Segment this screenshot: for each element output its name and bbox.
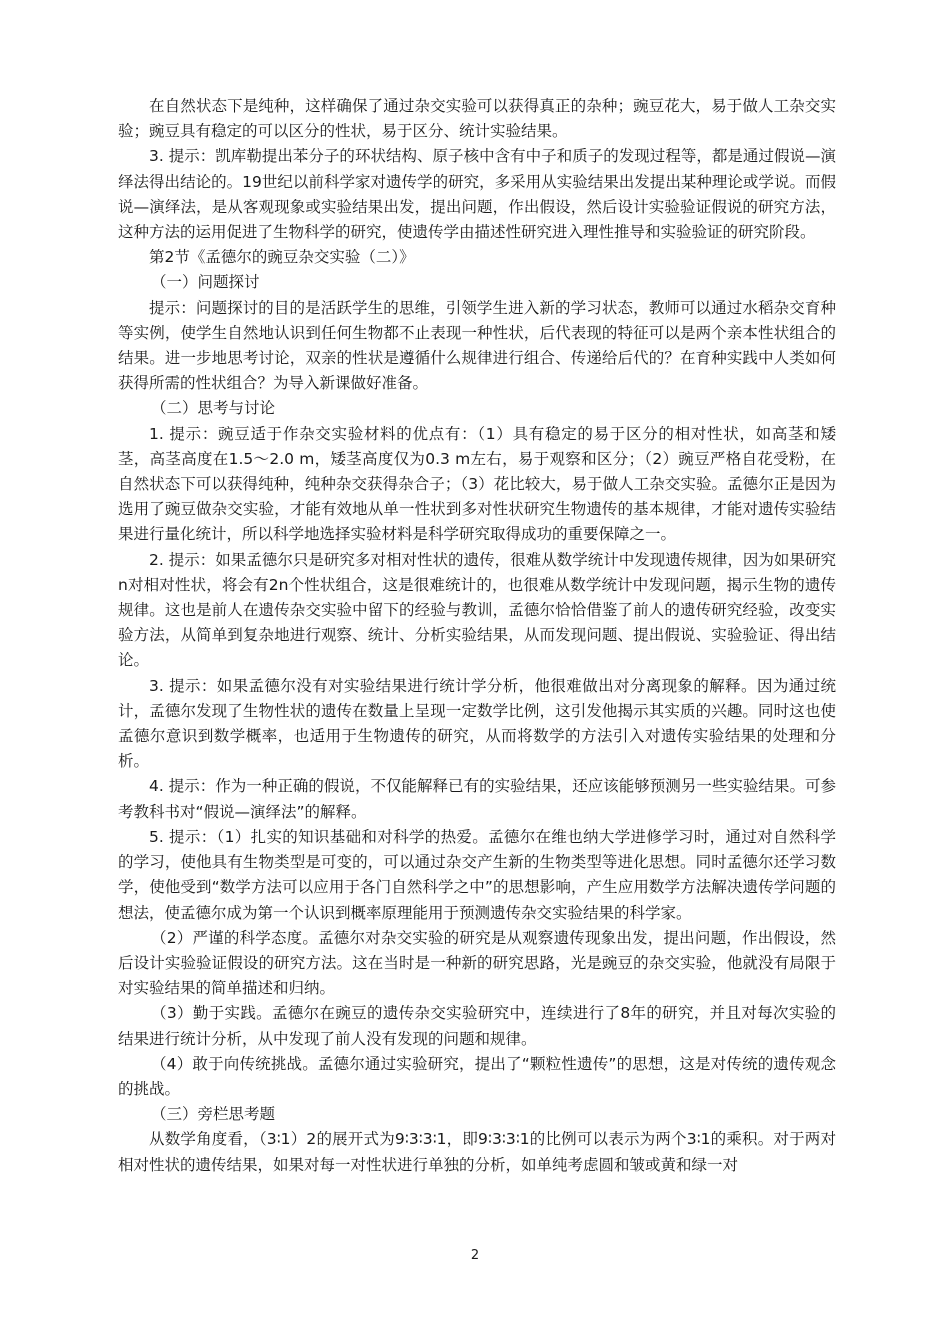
paragraph-hint-5: 5. 提示：（1）扎实的知识基础和对科学的热爱。孟德尔在维也纳大学进修学习时，通过对自然科学的学习，使他具有生物类型是可变的，可以通过杂交产生新的生物类型等进化思想。同时孟德尔还学习数学，使他受到“数学方法可以应用于各门自然科学之中”的思想影响，产生应用数学方法解决遗传学问题的想法，使孟德尔成为第一个认识到概率原理能用于预测遗传杂交实验结果的科学家。 xyxy=(118,827,836,922)
paragraph-hint-1: 1. 提示：豌豆适于作杂交实验材料的优点有：（1）具有稳定的易于区分的相对性状，如高茎和矮茎，高茎高度在1.5～2.0 m，矮茎高度仅为0.3 m左右，易于观察和区分；（2）豌豆严格自花受粉，在自然状态下可以获得纯种，纯种杂交获得杂合子；（3）花比较大，易于做人工杂交实验。孟德尔正是因为选用了豌豆做杂交实验，才能有效地从单一性状到多对性状研究生物遗传的基本规律，才能对遗传实验结果进行量化统计，所以科学地选择实验材料是科学研究取得成功的重要保障之一。 xyxy=(118,424,836,544)
page-number: 2 xyxy=(470,1248,480,1263)
paragraph-pea-advantages-end: 在自然状态下是纯种，这样确保了通过杂交实验可以获得真正的杂种；豌豆花大，易于做人工杂交实验；豌豆具有稳定的可以区分的性状，易于区分、统计实验结果。 xyxy=(118,97,836,141)
section-title: 第2节《孟德尔的豌豆杂交实验（二）》 xyxy=(149,248,415,267)
subheading-problem-discussion: （一）问题探讨 xyxy=(151,273,260,292)
paragraph-hint-5-point-2: （2）严谨的科学态度。孟德尔对杂交实验的研究是从观察遗传现象出发，提出问题，作出假设，然后设计实验验证假设的研究方法。这在当时是一种新的研究思路，光是豌豆的杂交实验，他就没有局限于对实验结果的简单描述和归纳。 xyxy=(118,928,836,998)
paragraph-hint-5-point-4: （4）敢于向传统挑战。孟德尔通过实验研究，提出了“颗粒性遗传”的思想，这是对传统的遗传观念的挑战。 xyxy=(118,1054,836,1098)
paragraph-sidebar-answer: 从数学角度看，（3∶1）2的展开式为9∶3∶3∶1，即9∶3∶3∶1的比例可以表示为两个3∶1的乘积。对于两对相对性状的遗传结果，如果对每一对性状进行单独的分析，如单纯考虑圆和皱或黄和绿一对 xyxy=(118,1130,836,1174)
subheading-think-and-discuss: （二）思考与讨论 xyxy=(151,399,276,418)
paragraph-hint-5-point-3: （3）勤于实践。孟德尔在豌豆的遗传杂交实验研究中，连续进行了8年的研究，并且对每次实验的结果进行统计分析，从中发现了前人没有发现的问题和规律。 xyxy=(118,1004,836,1048)
paragraph-hint-3: 3. 提示：如果孟德尔没有对实验结果进行统计学分析，他很难做出对分离现象的解释。因为通过统计，孟德尔发现了生物性状的遗传在数量上呈现一定数学比例，这引发他揭示其实质的兴趣。同时这也使孟德尔意识到数学概率，也适用于生物遗传的研究，从而将数学的方法引入对遗传实验结果的处理和分析。 xyxy=(118,676,837,771)
paragraph-hint-2: 2. 提示：如果孟德尔只是研究多对相对性状的遗传，很难从数学统计中发现遗传规律，因为如果研究n对相对性状，将会有2n个性状组合，这是很难统计的，也很难从数学统计中发现问题，揭示生物的遗传规律。这也是前人在遗传杂交实验中留下的经验与教训，孟德尔恰恰借鉴了前人的遗传研究经验，改变实验方法，从简单到复杂地进行观察、统计、分析实验结果，从而发现问题、提出假说、实验验证、得出结论。 xyxy=(118,550,836,670)
subheading-sidebar-questions: （三）旁栏思考题 xyxy=(151,1105,276,1124)
paragraph-hint-4: 4. 提示：作为一种正确的假说，不仅能解释已有的实验结果，还应该能够预测另一些实验结果。可参考教科书对“假说—演绎法”的解释。 xyxy=(118,777,836,821)
paragraph-problem-hint: 提示：问题探讨的目的是活跃学生的思维，引领学生进入新的学习状态，教师可以通过水稻杂交育种等实例，使学生自然地认识到任何生物都不止表现一种性状，后代表现的特征可以是两个亲本性状组合的结果。进一步地思考讨论，双亲的性状是遵循什么规律进行组合、传递给后代的？在育种实践中人类如何获得所需的性状组合？为导入新课做好准备。 xyxy=(118,298,836,393)
document-body xyxy=(118,94,836,1178)
paragraph-hint-3-hypothetico-deductive: 3. 提示：凯库勒提出苯分子的环状结构、原子核中含有中子和质子的发现过程等，都是通过假说—演绎法得出结论的。19世纪以前科学家对遗传学的研究，多采用从实验结果出发提出某种理论或学说。而假说—演绎法，是从客观现象或实验结果出发，提出问题，作出假设，然后设计实验验证假说的研究方法，这种方法的运用促进了生物科学的研究，使遗传学由描述性研究进入理性推导和实验验证的研究阶段。 xyxy=(118,147,836,242)
